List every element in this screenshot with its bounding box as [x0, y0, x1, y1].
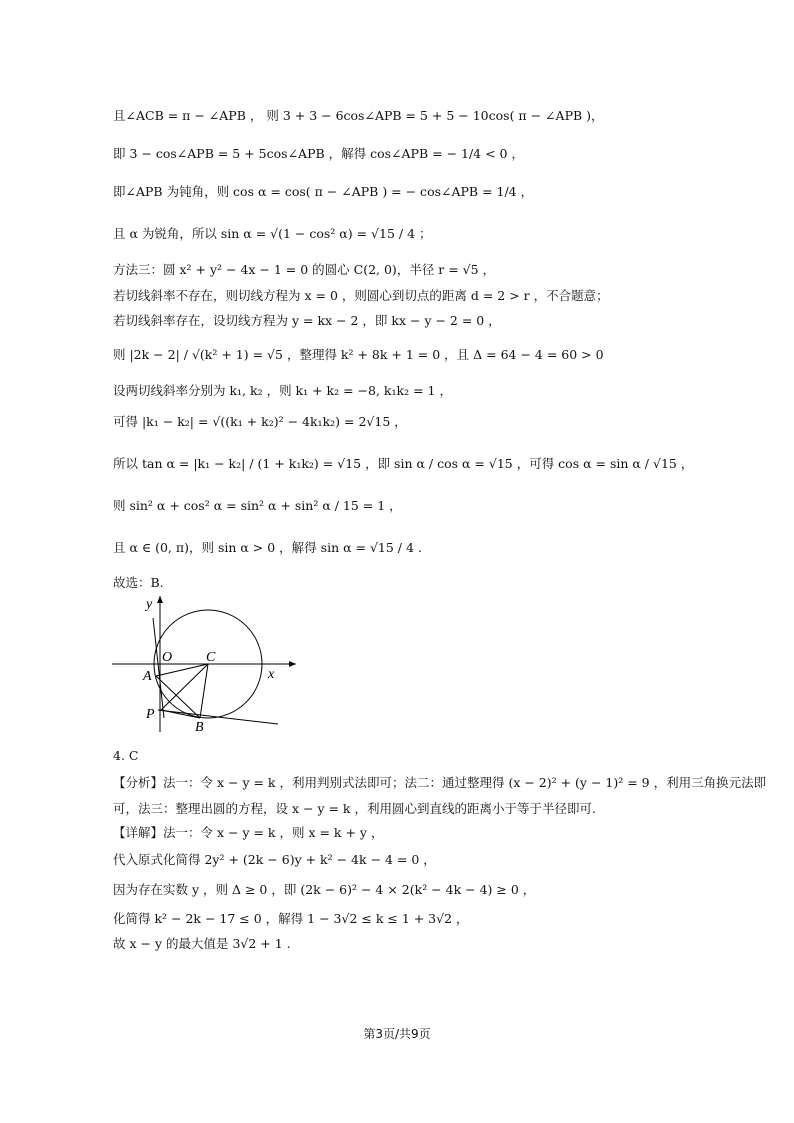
text-line-17: 可，法三：整理出圆的方程，设 x − y = k ，利用圆心到直线的距离小于等于半径即可.: [113, 801, 596, 816]
segment-cb: [200, 664, 208, 718]
text-line-3: 即∠APB 为钝角，则 cos α = cos( π − ∠APB ) = − cos∠APB = 1/4 ，: [113, 184, 534, 199]
text-line-10: 可得 |k₁ − k₂| = √((k₁ + k₂)² − 4k₁k₂) = 2√15 ，: [113, 414, 407, 429]
text-line-22: 故 x − y 的最大值是 3√2 + 1 .: [113, 936, 291, 951]
text-line-4: 且 α 为锐角，所以 sin α = √(1 − cos² α) = √15 / 4 ；: [113, 226, 432, 241]
text-line-12: 则 sin² α + cos² α = sin² α + sin² α / 15 = 1 ，: [113, 498, 402, 513]
segment-ac: [156, 664, 208, 676]
label-c: C: [206, 650, 216, 665]
text-line-9: 设两切线斜率分别为 k₁, k₂ ，则 k₁ + k₂ = −8, k₁k₂ = 1 ，: [113, 383, 452, 398]
label-a: A: [143, 669, 152, 684]
tangent-circle-figure: [108, 592, 298, 742]
label-o: O: [162, 650, 173, 665]
text-line-14: 故选：B.: [113, 575, 164, 590]
text-line-16: 【分析】法一：令 x − y = k ，利用判别式法即可；法二：通过整理得 (x − 2)² + (y − 1)² = 9 ，利用三角换元法即: [113, 775, 767, 790]
text-line-5: 方法三：圆 x² + y² − 4x − 1 = 0 的圆心 C(2, 0)，半径 r = √5 ，: [113, 262, 496, 277]
text-line-18: 【详解】法一：令 x − y = k ，则 x = k + y ，: [113, 825, 384, 840]
text-line-21: 化简得 k² − 2k − 17 ≤ 0 ，解得 1 − 3√2 ≤ k ≤ 1 + 3√2 ，: [113, 911, 469, 926]
text-line-11: 所以 tan α = |k₁ − k₂| / (1 + k₁k₂) = √15 ，即 sin α / cos α = √15 ，可得 cos α = sin α / √15 ，: [113, 456, 694, 471]
label-p: P: [146, 707, 155, 722]
text-line-1: 且∠ACB = π − ∠APB ， 则 3 + 3 − 6cos∠APB = 5 + 5 − 10cos( π − ∠APB )，: [113, 108, 604, 123]
y-axis-arrow: [157, 596, 163, 603]
label-b: B: [195, 720, 204, 735]
text-line-7: 若切线斜率存在，设切线方程为 y = kx − 2 ，即 kx − y − 2 = 0 ，: [113, 313, 501, 328]
x-axis-arrow: [289, 661, 296, 667]
text-line-8: 则 |2k − 2| / √(k² + 1) = √5 ，整理得 k² + 8k + 1 = 0 ，且 Δ = 64 − 4 = 60 > 0: [113, 347, 604, 362]
text-line-2: 即 3 − cos∠APB = 5 + 5cos∠APB ，解得 cos∠APB = − 1/4 < 0 ，: [113, 146, 524, 161]
text-line-20: 因为存在实数 y ，则 Δ ≥ 0 ，即 (2k − 6)² − 4 × 2(k² − 4k − 4) ≥ 0 ，: [113, 882, 536, 897]
text-line-6: 若切线斜率不存在，则切线方程为 x = 0 ，则圆心到切点的距离 d = 2 > r ，不合题意；: [113, 288, 609, 303]
text-line-19: 代入原式化简得 2y² + (2k − 6)y + k² − 4k − 4 = 0 ，: [113, 852, 436, 867]
page-footer: 第3页/共9页: [363, 1027, 431, 1041]
label-x: x: [268, 667, 275, 682]
text-line-13: 且 α ∈ (0, π)，则 sin α > 0 ，解得 sin α = √15 / 4 .: [113, 540, 422, 555]
label-y: y: [146, 597, 153, 612]
segment-ab: [156, 676, 200, 718]
tangent-line-pb: [158, 710, 278, 724]
tangent-line-pa: [153, 618, 164, 718]
text-line-15: 4. C: [113, 748, 139, 763]
